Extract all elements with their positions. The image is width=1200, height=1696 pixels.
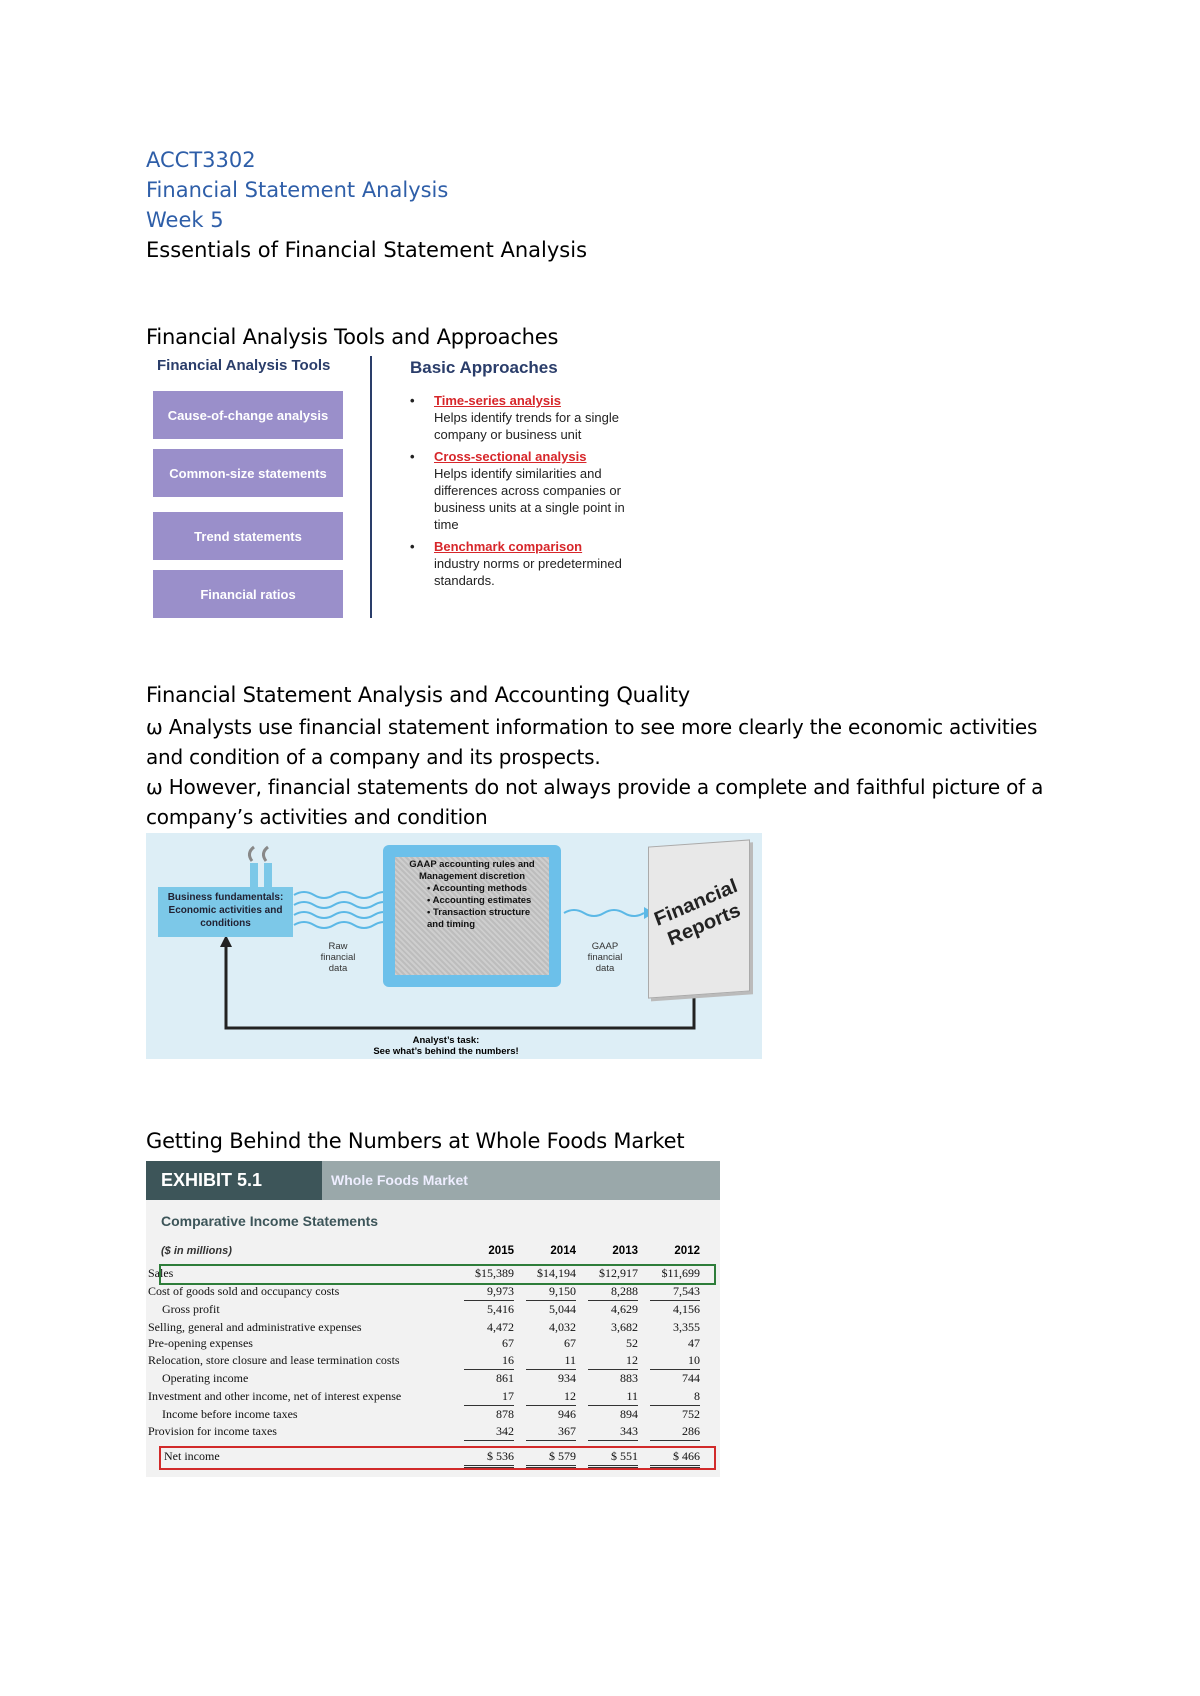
cell-value: 12 — [526, 1387, 576, 1406]
cell-value: 744 — [682, 1371, 700, 1385]
cell-value: $ 536 — [464, 1447, 514, 1468]
reports-label: Financial Reports — [651, 875, 744, 951]
tool-box: Cause-of-change analysis — [153, 391, 343, 439]
cell-value: 17 — [464, 1387, 514, 1406]
year-header: 2014 — [550, 1245, 576, 1257]
exhibit-unit: ($ in millions) — [161, 1245, 232, 1257]
cell-value: $ 579 — [526, 1447, 576, 1468]
course-code: ACCT3302 — [146, 148, 256, 172]
bullet-paragraph: ω However, financial statements do not always provide a complete and faithful picture of a company’s activities and condition — [146, 775, 1044, 829]
cell-value: 10 — [650, 1351, 700, 1370]
row-label: Cost of goods sold and occupancy costs — [148, 1284, 340, 1298]
table-row — [146, 1351, 720, 1369]
row-label: Gross profit — [162, 1302, 220, 1316]
task-line: See what’s behind the numbers! — [373, 1046, 519, 1057]
table-row — [146, 1405, 720, 1423]
cell-value: 3,355 — [673, 1320, 700, 1334]
cell-value: 878 — [496, 1407, 514, 1421]
gaap-data-label: GAAP financial data — [587, 941, 623, 974]
row-label: Pre-opening expenses — [148, 1336, 253, 1350]
cell-value: 67 — [502, 1336, 514, 1350]
gaap-item: • Accounting methods — [427, 883, 528, 894]
row-label: Net income — [164, 1449, 220, 1463]
cell-value: 9,973 — [464, 1282, 514, 1301]
cell-value: 11 — [526, 1351, 576, 1370]
approaches-heading: Basic Approaches — [410, 358, 558, 377]
cell-value: $11,699 — [661, 1266, 700, 1280]
cell-value: 7,543 — [650, 1282, 700, 1301]
exhibit-company: Whole Foods Market — [331, 1172, 468, 1188]
cell-value: 8 — [650, 1387, 700, 1406]
cell-value: 894 — [620, 1407, 638, 1421]
exhibit-table — [146, 1161, 720, 1477]
cell-value: $ 466 — [650, 1447, 700, 1468]
approach-title: Benchmark comparison — [434, 539, 583, 554]
cell-value: 47 — [688, 1336, 700, 1350]
row-label: Operating income — [162, 1371, 249, 1385]
exhibit-subtitle: Comparative Income Statements — [161, 1213, 379, 1229]
approach-item: • Time-series analysis Helps identify trends for a single company or business unit — [410, 392, 650, 443]
row-label: Income before income taxes — [162, 1407, 298, 1421]
raw-data-label: Raw financial data — [320, 941, 356, 974]
financial-reports-image — [648, 839, 750, 998]
cell-value: 52 — [626, 1336, 638, 1350]
cell-value: 946 — [558, 1407, 576, 1421]
row-label: Provision for income taxes — [148, 1424, 277, 1438]
bullet-paragraph: ω Analysts use financial statement information to see more clearly the economic activities and condition of a company and its prospects. — [146, 715, 1038, 769]
cell-value: 8,288 — [588, 1282, 638, 1301]
cell-value: 883 — [620, 1371, 638, 1385]
section-title-wholefoods: Getting Behind the Numbers at Whole Foods Market — [146, 1129, 685, 1153]
cell-value: 4,032 — [549, 1320, 576, 1334]
divider — [370, 356, 372, 618]
task-line: Analyst’s task: — [412, 1035, 480, 1046]
cell-value: 286 — [650, 1422, 700, 1441]
tools-heading: Financial Analysis Tools — [157, 357, 331, 374]
gaap-box — [395, 857, 549, 975]
approach-item: • Benchmark comparison industry norms or predetermined standards. — [410, 538, 650, 589]
cell-value: $15,389 — [475, 1266, 514, 1280]
section-title-tools: Financial Analysis Tools and Approaches — [146, 325, 559, 349]
cell-value: 342 — [464, 1422, 514, 1441]
approach-title: Cross-sectional analysis — [434, 449, 587, 464]
topic-title: Essentials of Financial Statement Analysis — [146, 238, 588, 262]
row-label: Selling, general and administrative expenses — [148, 1320, 362, 1334]
cell-value: 9,150 — [526, 1282, 576, 1301]
gaap-item: • Transaction structure and timing — [427, 907, 531, 930]
cell-value: 934 — [558, 1371, 576, 1385]
tool-box: Trend statements — [153, 512, 343, 560]
approach-desc: Helps identify trends for a single company or business unit — [434, 410, 619, 442]
year-header: 2013 — [612, 1245, 638, 1257]
gaap-title: GAAP accounting rules and Management discretion — [409, 859, 535, 882]
cell-value: $14,194 — [537, 1266, 576, 1280]
cell-value: 3,682 — [611, 1320, 638, 1334]
cell-value: 4,472 — [487, 1320, 514, 1334]
cell-value: 12 — [588, 1351, 638, 1370]
cell-value: 861 — [496, 1371, 514, 1385]
course-subject: Financial Statement Analysis — [146, 178, 449, 202]
table-row — [146, 1300, 720, 1318]
analysis-flow-figure — [146, 833, 762, 1059]
cell-value: 4,156 — [673, 1302, 700, 1316]
cell-value: 367 — [526, 1422, 576, 1441]
cell-value: 5,044 — [549, 1302, 576, 1316]
cell-value: $ 551 — [588, 1447, 638, 1468]
section-title-quality: Financial Statement Analysis and Accounting Quality — [146, 683, 690, 707]
week-label: Week 5 — [146, 208, 224, 232]
row-label: Sales — [148, 1266, 174, 1280]
sales-highlight-box — [159, 1264, 716, 1285]
table-row — [146, 1387, 720, 1405]
approach-desc: industry norms or predetermined standards. — [434, 556, 622, 588]
exhibit-label: EXHIBIT 5.1 — [146, 1161, 322, 1200]
year-header: 2015 — [488, 1245, 514, 1257]
cell-value: 16 — [464, 1351, 514, 1370]
cell-value: 4,629 — [611, 1302, 638, 1316]
row-label: Relocation, store closure and lease termination costs — [148, 1353, 400, 1367]
tool-box: Common-size statements — [153, 449, 343, 497]
approach-item: • Cross-sectional analysis Helps identify similarities and differences across companies or business units at a single point in time — [410, 448, 650, 533]
gaap-item: • Accounting estimates — [427, 895, 532, 906]
analyst-task-caption — [346, 1035, 546, 1057]
cell-value: 11 — [588, 1387, 638, 1406]
cell-value: 343 — [588, 1422, 638, 1441]
table-row — [146, 1422, 720, 1440]
table-row — [146, 1369, 720, 1387]
cell-value: 752 — [682, 1407, 700, 1421]
cell-value: 5,416 — [487, 1302, 514, 1316]
year-header: 2012 — [674, 1245, 700, 1257]
business-fundamentals-box: Business fundamentals: Economic activities and conditions — [158, 887, 293, 937]
table-row — [146, 1334, 720, 1352]
approach-desc: Helps identify similarities and differences across companies or business units at a single point in time — [434, 466, 625, 532]
cell-value: $12,917 — [599, 1266, 638, 1280]
cell-value: 67 — [564, 1336, 576, 1350]
tool-box: Financial ratios — [153, 570, 343, 618]
net-income-highlight-box — [159, 1446, 716, 1470]
approach-title: Time-series analysis — [434, 393, 561, 408]
row-label: Investment and other income, net of interest expense — [148, 1389, 402, 1403]
